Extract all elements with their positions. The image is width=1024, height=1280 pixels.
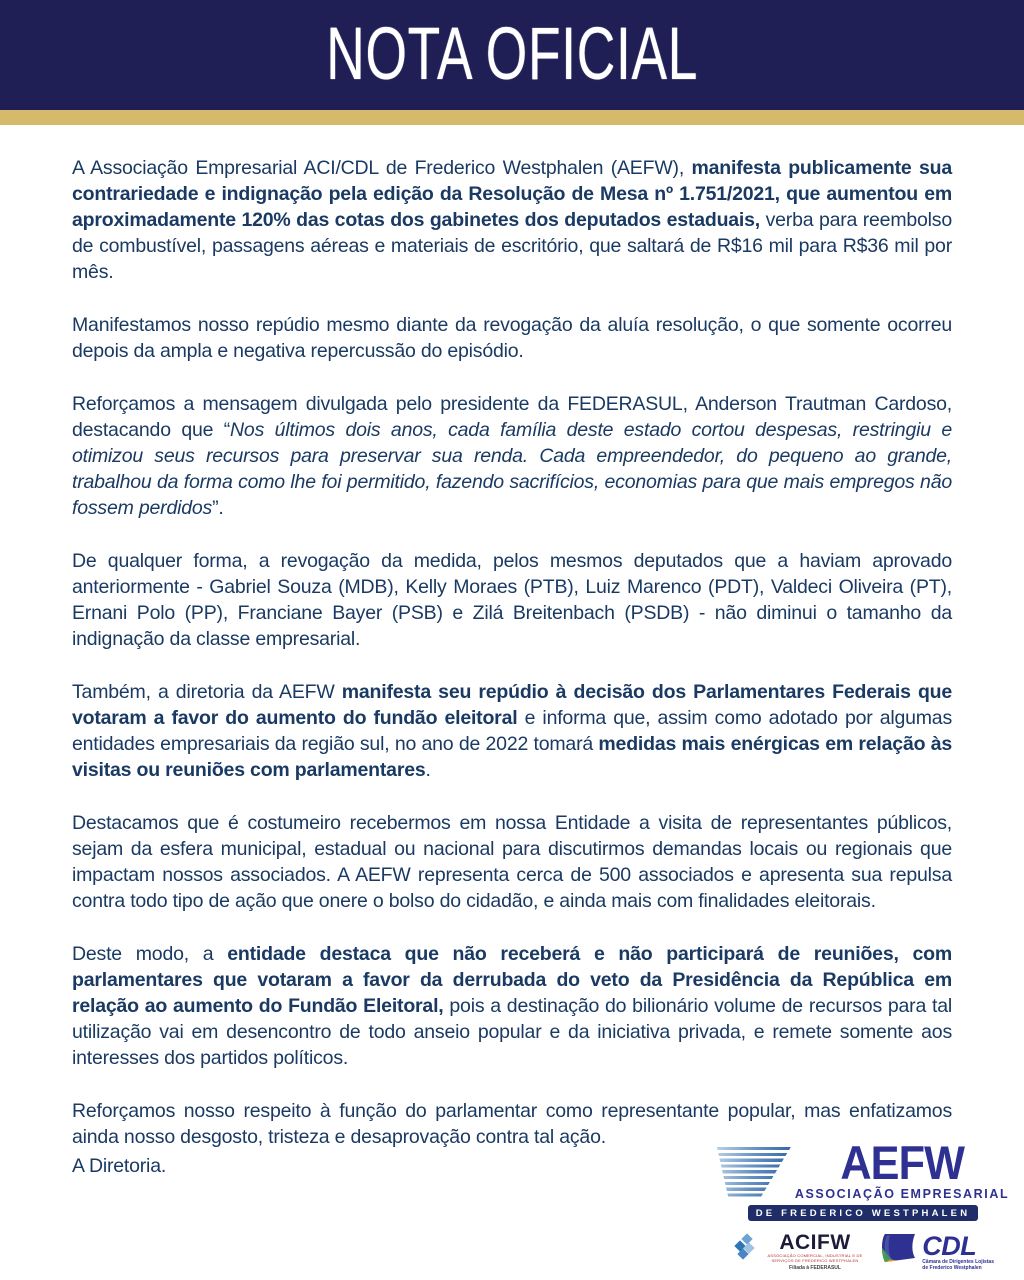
document-body [0, 125, 1024, 1150]
acifw-logo [732, 1233, 865, 1271]
aefw-acronym: AEFW [840, 1136, 964, 1189]
text-run: verba para reembolso de combustível, passagens aéreas e materiais de escritório, que saltará de R$16 mil para R$36 mil por mês. [72, 209, 952, 283]
text-run: Também, a diretoria da AEFW [72, 681, 342, 703]
paragraph [72, 548, 952, 652]
text-run: Nos últimos dois anos, cada família deste estado cortou despesas, restringiu e otimizou seus recursos para preservar sua renda. Cada empreendedor, do pequeno ao grande, trabalhou da forma como lhe foi permitido, fazendo sacrifícios, economias para que mais empregos não fossem perdidos [72, 419, 953, 519]
cdl-subtext-2: de Frederico Westphalen [922, 1265, 982, 1271]
text-run: e informa que, assim como adotado por algumas entidades empresariais da região sul, no ano de 2022 tomará [72, 707, 952, 755]
text-run: pois a destinação do bilionário volume de recursos para tal utilização vai em desencontro de todo anseio popular e da iniciativa privada, e remete somente aos interesses dos partidos políticos. [72, 995, 952, 1069]
paragraph [72, 679, 952, 783]
text-run: manifesta publicamente sua contrariedade e indignação pela edição da Resolução de Mesa nº 1.751/2021, que aumentou em aproximadamente 120% das cotas dos gabinetes dos deputados estaduais, [72, 157, 952, 231]
aefw-logo [717, 1136, 1010, 1221]
text-run: medidas mais enérgicas em relação às visitas ou reuniões com parlamentares [72, 733, 952, 781]
cdl-logo-text [922, 1233, 994, 1271]
cdl-logo [877, 1233, 994, 1272]
paragraph [72, 391, 952, 521]
cdl-acronym: CDL [922, 1231, 977, 1261]
acifw-acronym: ACIFW [779, 1231, 851, 1254]
text-run: Deste modo, a [72, 943, 228, 965]
acifw-subtext: ASSOCIAÇÃO COMERCIAL, INDUSTRIAL E DE SERVIÇOS DE FREDERICO WESTPHALEN [767, 1253, 863, 1263]
gold-divider [0, 110, 1024, 125]
text-run: Reforçamos a mensagem divulgada pelo presidente da FEDERASUL, Anderson Trautman Cardoso, destacando que “ [72, 393, 952, 441]
text-run: De qualquer forma, a revogação da medida, pelos mesmos deputados que a haviam aprovado anteriormente - Gabriel Souza (MDB), Kelly Moraes (PTB), Luiz Marenco (PDT), Valdeci Oliveira (PT), Ernani Polo (PP), Franciane Bayer (PSB) e Zilá Breitenbach (PSDB) - não diminui o tamanho da indignação da classe empresarial. [72, 550, 952, 650]
text-run: manifesta seu repúdio à decisão dos Parlamentares Federais que votaram a favor do aumento do fundão eleitoral [72, 681, 953, 729]
partner-logos-row [732, 1233, 994, 1272]
cdl-subtext-1: Câmara de Dirigentes Lojistas [922, 1259, 994, 1265]
paragraph [72, 941, 952, 1071]
paragraph [72, 155, 952, 285]
aefw-city-bar: DE FREDERICO WESTPHALEN [748, 1205, 979, 1221]
acifw-logo-text [765, 1233, 865, 1271]
text-run: entidade destaca que não receberá e não participará de reuniões, com parlamentares que votaram a favor da derrubada do veto da Presidência da República em relação ao aumento do Fundão Eleitoral, [72, 943, 952, 1017]
text-run: . [425, 759, 431, 781]
aefw-logo-text [794, 1136, 1010, 1201]
text-run: ”. [212, 497, 224, 519]
aefw-logo-top [717, 1136, 1010, 1201]
acifw-affiliation: Filiada à FEDERASUL [789, 1265, 841, 1271]
paragraph [72, 810, 952, 914]
aefw-subtitle: ASSOCIAÇÃO EMPRESARIAL [794, 1187, 1010, 1201]
text-run: A Associação Empresarial ACI/CDL de Frederico Westphalen (AEFW), [72, 157, 692, 179]
footer-logos [732, 1136, 1010, 1272]
paragraph [72, 312, 952, 364]
text-run: Manifestamos nosso repúdio mesmo diante da revogação da aluía resolução, o que somente ocorreu depois da ampla e negativa repercussão do episódio. [72, 314, 952, 362]
text-run: Destacamos que é costumeiro recebermos em nossa Entidade a visita de representantes públicos, sejam da esfera municipal, estadual ou nacional para discutirmos demandas locais ou regionais que impactam nossos associados. A AEFW representa cerca de 500 associados e apresenta sua repulsa contra todo tipo de ação que onere o bolso do cidadão, e ainda mais com finalidades eleitorais. [72, 812, 952, 912]
signature: A Diretoria. [72, 1155, 167, 1177]
aefw-stripes-icon [717, 1147, 791, 1199]
text-run: Reforçamos nosso respeito à função do parlamentar como representante popular, mas enfatizamos ainda nosso desgosto, tristeza e desaprovação contra tal ação. [72, 1100, 952, 1148]
page-header [0, 0, 1024, 110]
acifw-diamond-icon [732, 1233, 762, 1268]
cdl-flag-icon [877, 1233, 919, 1272]
page-title: NOTA OFICIAL [326, 11, 698, 95]
